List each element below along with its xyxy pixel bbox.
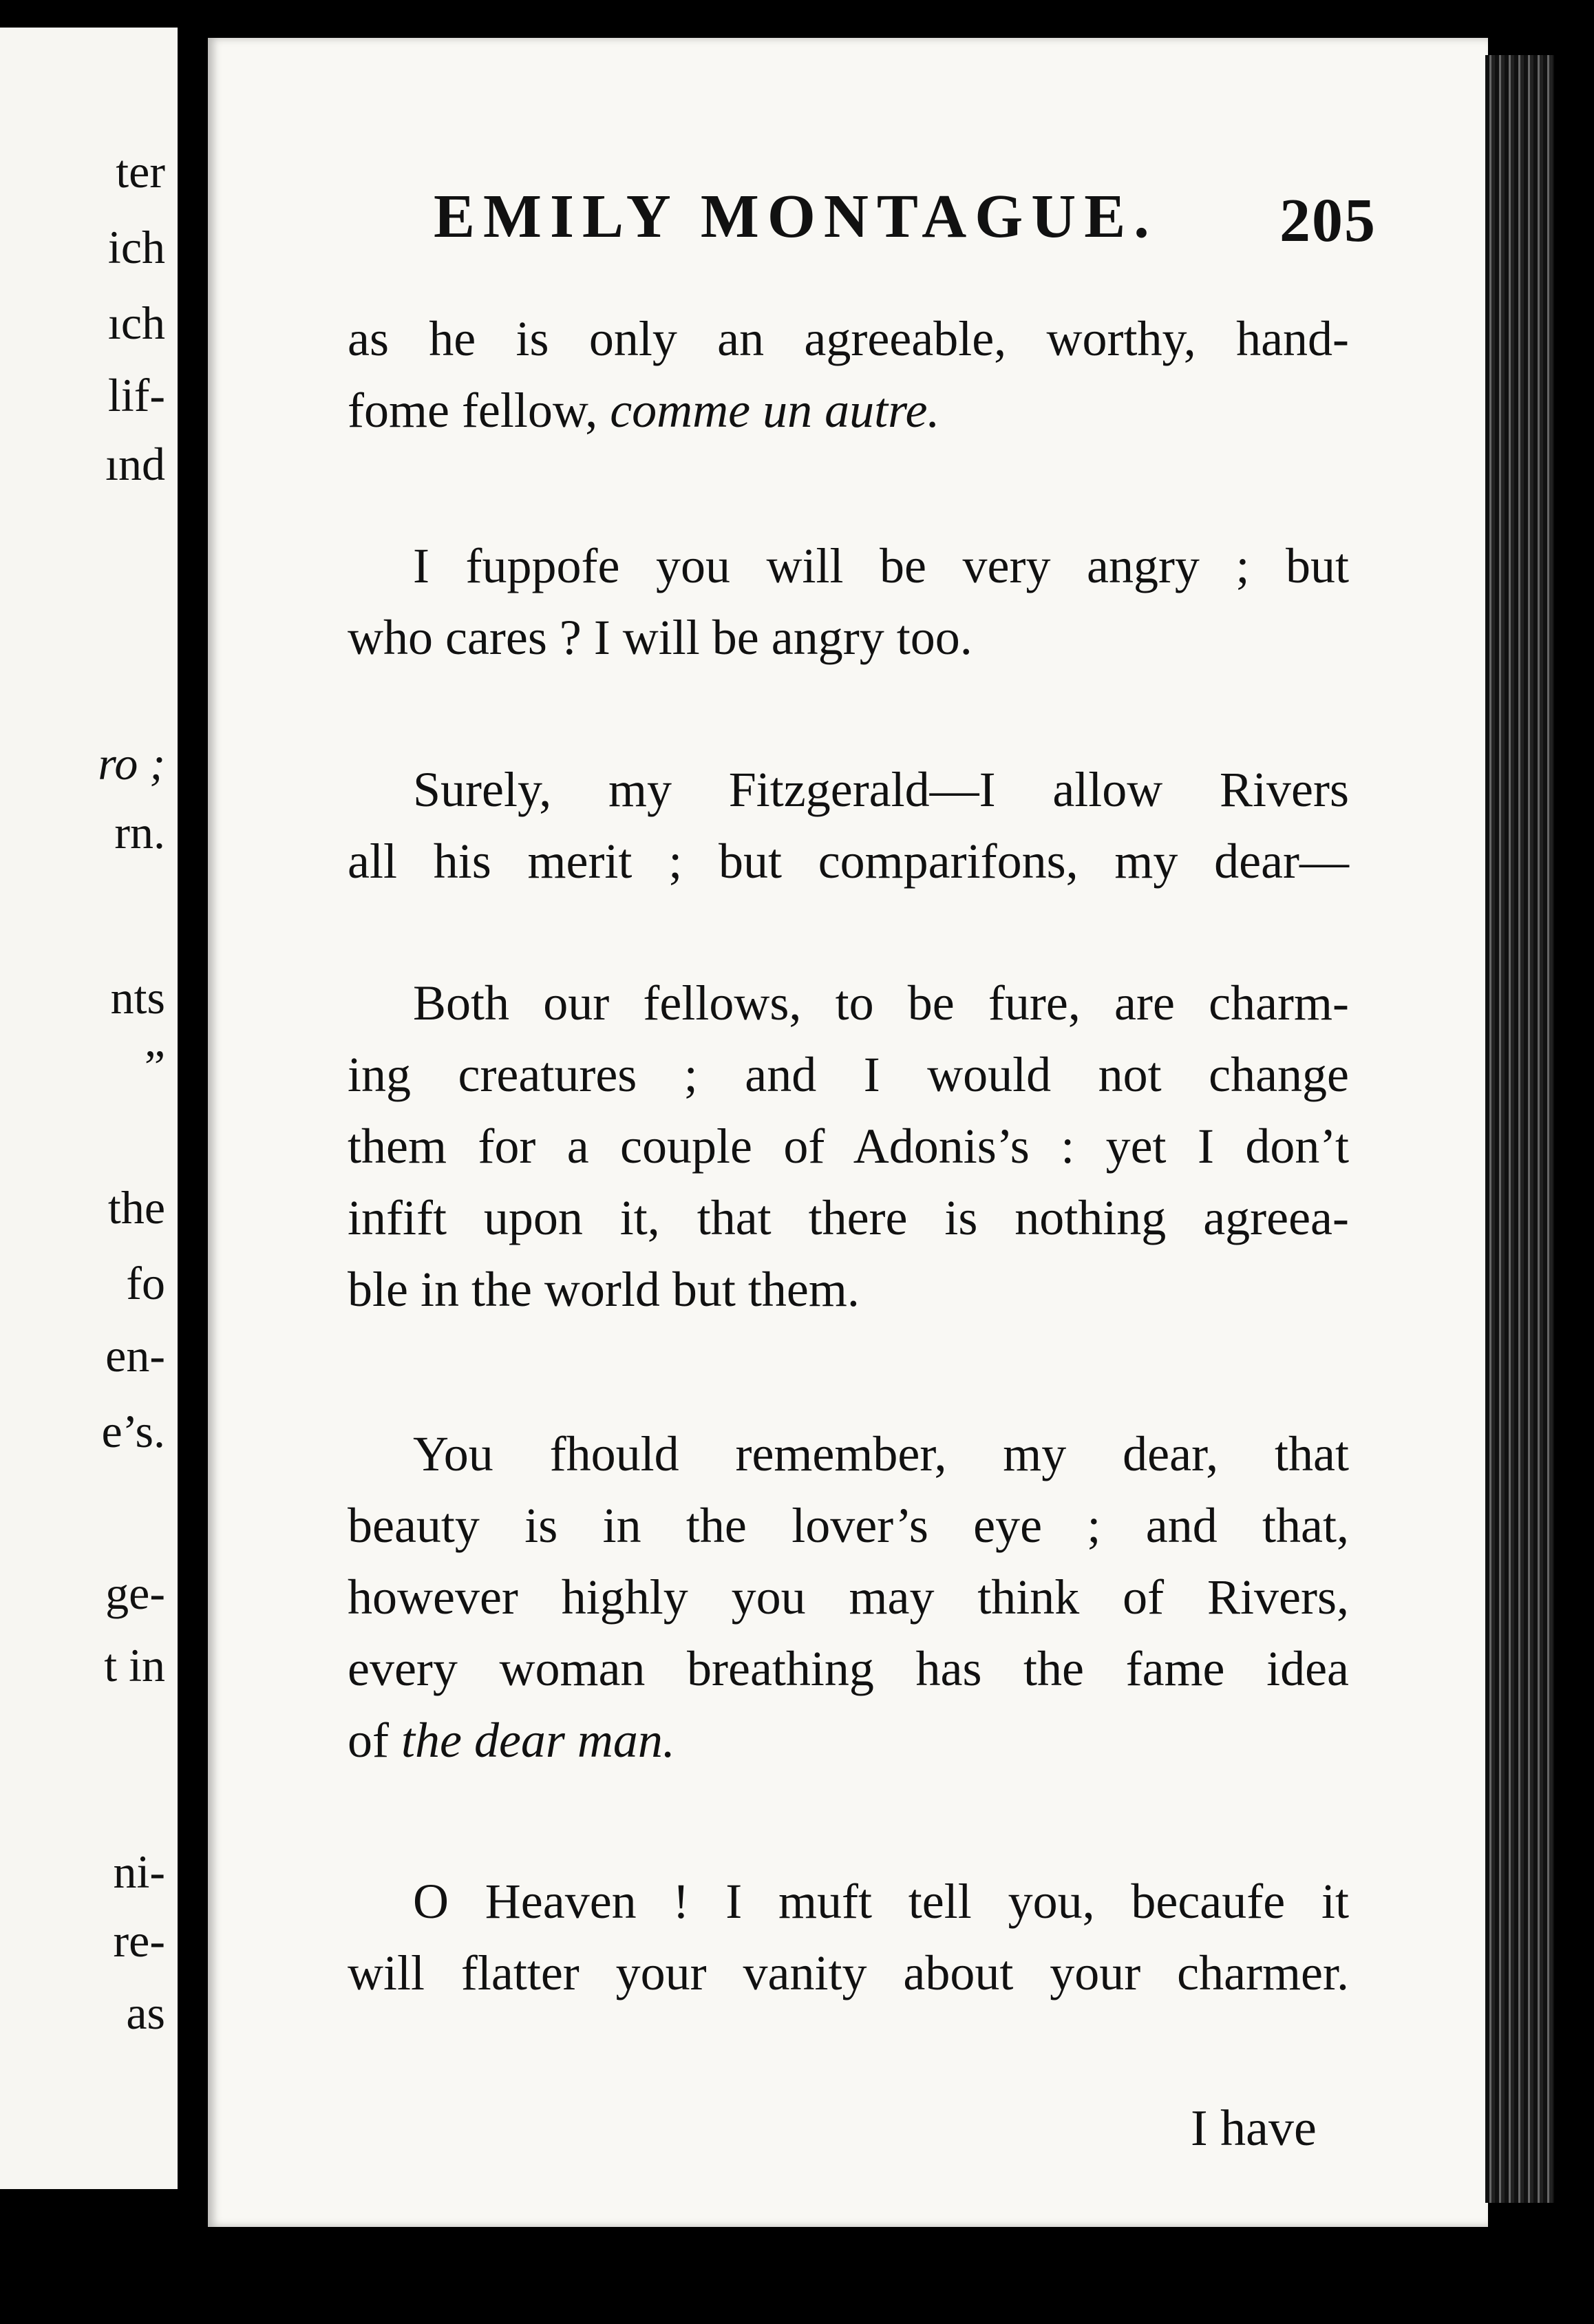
left-page-fragment: ni- <box>113 1846 165 1898</box>
text-line: infift upon it, that there is nothing agreea- <box>348 1190 1349 1245</box>
text-line: however highly you may think of Rivers, <box>348 1570 1349 1625</box>
left-page-fragment: fo <box>126 1257 165 1309</box>
left-page-fragment: rn. <box>114 806 165 858</box>
text-line: ing creatures ; and I would not change <box>348 1047 1349 1102</box>
text-line: who cares ? I will be angry too. <box>348 610 973 665</box>
left-page-fragment: as <box>126 1987 165 2039</box>
text-line: ble in the world but them. <box>348 1262 860 1317</box>
text-line: O Heaven ! I muft tell you, becaufe it <box>413 1874 1349 1929</box>
page-fore-edge <box>1485 55 1554 2203</box>
text-line: as he is only an agreeable, worthy, hand- <box>348 311 1349 366</box>
text-line <box>348 374 1349 446</box>
left-page-fragment: e’s. <box>101 1405 165 1457</box>
text-line: them for a couple of Adonis’s : yet I don’t <box>348 1119 1349 1174</box>
left-page-fragment: ro ; <box>98 737 165 790</box>
left-page-fragment: ınd <box>105 438 165 490</box>
italic-phrase: the dear man. <box>401 1713 675 1768</box>
left-page-fragment: ich <box>107 221 165 273</box>
left-page-fragment: en- <box>105 1329 165 1382</box>
book-gutter <box>178 0 212 2324</box>
text-run: fome fellow, <box>348 383 598 438</box>
text-line <box>348 1704 1349 1776</box>
text-line: Both our fellows, to be fure, are charm- <box>413 975 1349 1031</box>
left-page-fragment: the <box>107 1181 165 1234</box>
paragraph <box>348 1866 1349 2009</box>
text-line: all his merit ; but comparifons, my dear— <box>348 834 1349 889</box>
left-page-fragment: ter <box>116 145 165 198</box>
catchword: I have <box>1191 2100 1317 2157</box>
text-line: Surely, my Fitzgerald—I allow Rivers <box>413 762 1349 817</box>
paragraph <box>348 303 1349 446</box>
running-title: EMILY MONTAGUE. <box>434 182 1158 251</box>
italic-phrase: comme un autre. <box>610 383 940 438</box>
page-number: 205 <box>1279 187 1377 255</box>
left-page-fragment: t in <box>104 1639 165 1691</box>
text-line: beauty is in the lover’s eye ; and that, <box>348 1498 1349 1553</box>
left-page-fragment: lif- <box>107 369 165 421</box>
text-line: You fhould remember, my dear, that <box>413 1426 1349 1481</box>
text-line: every woman breathing has the fame idea <box>348 1641 1349 1696</box>
left-page-fragment: ge- <box>105 1567 165 1619</box>
paragraph <box>348 530 1349 673</box>
left-page-fragment: re- <box>113 1914 165 1967</box>
paragraph <box>348 1418 1349 1776</box>
left-page-fragment: ” <box>144 1040 165 1092</box>
text-run: of <box>348 1713 389 1768</box>
left-page-fragment: ıch <box>107 297 165 349</box>
paragraph <box>348 967 1349 1325</box>
running-header <box>434 182 1377 255</box>
text-line: I fuppofe you will be very angry ; but <box>413 538 1349 593</box>
left-page-fragment: nts <box>110 971 165 1024</box>
paragraph <box>348 754 1349 897</box>
text-line: will flatter your vanity about your charmer. <box>348 1945 1349 2000</box>
left-facing-page <box>0 28 182 2189</box>
